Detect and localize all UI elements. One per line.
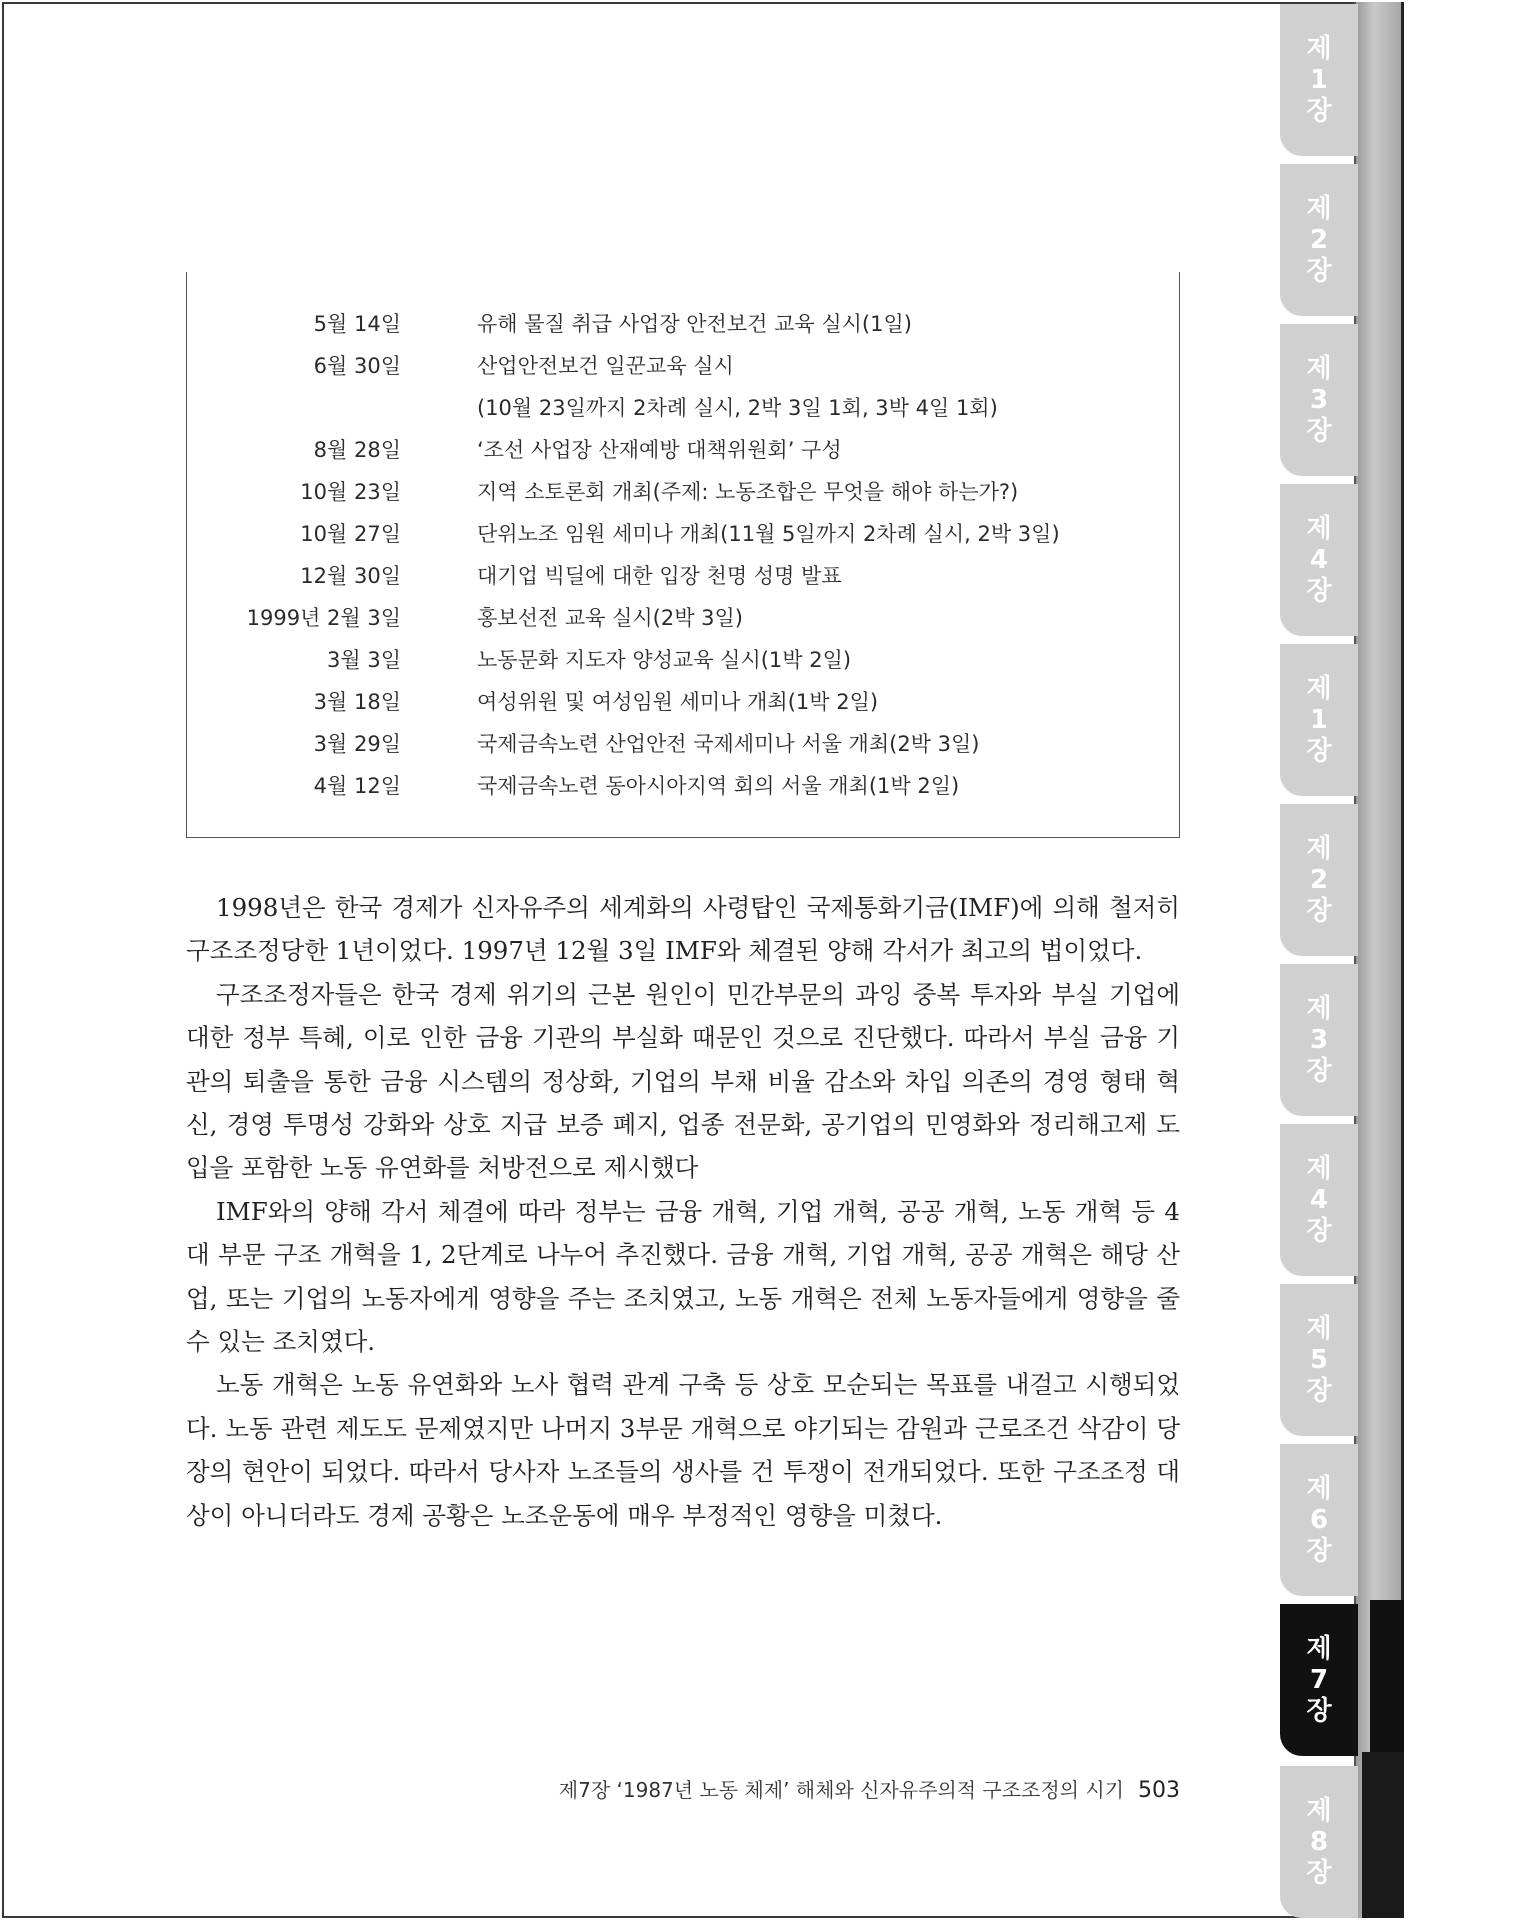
chapter-tab-8[interactable]: [1280, 1124, 1358, 1276]
paragraph: 구조조정자들은 한국 경제 위기의 근본 원인이 민간부문의 과잉 중복 투자와 부실 기업에 대한 정부 특혜, 이로 인한 금융 기관의 부실화 때문인 것으로 진단했다. 따라서 부실 금융 기관의 퇴출을 통한 금융 시스템의 정상화, 기업의 부채 비율 감소와 차입 의존의 경영 형태 혁신, 경영 투명성 강화와 상호 지급 보증 폐지, 업종 전문화, 공기업의 민영화와 정리해고제 도입을 포함한 노동 유연화를 처방전으로 제시했다: [186, 979, 1180, 1183]
tab-number: 4: [1309, 544, 1329, 575]
paragraph: 1998년은 한국 경제가 신자유주의 세계화의 사령탑인 국제통화기금(IMF)에 의해 철저히 구조조정당한 1년이었다. 1997년 12월 3일 IMF와 체결된 양해 각서가 최고의 법이었다.: [186, 893, 1180, 966]
chapter-tab-2[interactable]: [1280, 164, 1358, 316]
timeline-date: 4월 12일: [313, 774, 401, 798]
chapter-tab-5[interactable]: [1280, 644, 1358, 796]
running-title: 제7장 ‘1987년 노동 체제’ 해체와 신자유주의적 구조조정의 시기: [558, 1778, 1124, 1802]
timeline-event: 노동문화 지도자 양성교육 실시(1박 2일): [477, 648, 852, 672]
timeline-event: (10월 23일까지 2차례 실시, 2박 3일 1회, 3박 4일 1회): [477, 396, 998, 420]
timeline-row: [187, 518, 1179, 558]
paragraph: 노동 개혁은 노동 유연화와 노사 협력 관계 구축 등 상호 모순되는 목표를 내걸고 시행되었다. 노동 관련 제도도 문제였지만 나머지 3부문 개혁으로 야기되는 감원과 근로조건 삭감이 당장의 현안이 되었다. 따라서 당사자 노조들의 생사를 건 투쟁이 전개되었다. 또한 구조조정 대상이 아니더라도 경제 공황은 노조운동에 매우 부정적인 영향을 미쳤다.: [186, 1370, 1180, 1530]
tab-number: 2: [1309, 224, 1329, 255]
chapter-tab-4[interactable]: [1280, 484, 1358, 636]
tab-label: 제: [1306, 1313, 1332, 1344]
timeline-row: [187, 476, 1179, 516]
tab-number: 1: [1309, 704, 1329, 735]
tab-number: 3: [1309, 1024, 1329, 1055]
timeline-date: 1999년 2월 3일: [246, 606, 401, 630]
tab-number: 1: [1309, 64, 1329, 95]
timeline-row: [187, 350, 1179, 390]
tab-label: 제: [1306, 353, 1332, 384]
tab-label: 제: [1306, 193, 1332, 224]
timeline-date: 8월 28일: [313, 438, 401, 462]
timeline-row: [187, 686, 1179, 726]
tab-label: 장: [1306, 1695, 1332, 1726]
timeline-event: 국제금속노련 동아시아지역 회의 서울 개최(1박 2일): [477, 774, 960, 798]
timeline-event: 대기업 빅딜에 대한 입장 천명 성명 발표: [477, 564, 842, 588]
tab-label: 장: [1306, 1055, 1332, 1086]
timeline-date: 12월 30일: [300, 564, 401, 588]
timeline-event: ‘조선 사업장 산재예방 대책위원회’ 구성: [477, 438, 842, 462]
timeline-date: 5월 14일: [313, 312, 401, 336]
timeline-date: 3월 29일: [313, 732, 401, 756]
tab-number: 5: [1309, 1344, 1329, 1375]
timeline-row: [187, 602, 1179, 642]
page-footer: [520, 1774, 1180, 1803]
chapter-tab-6[interactable]: [1280, 804, 1358, 956]
tab-label: 제: [1306, 833, 1332, 864]
tab-label: 제: [1306, 1153, 1332, 1184]
timeline-event: 여성위원 및 여성임원 세미나 개최(1박 2일): [477, 690, 879, 714]
tab-label: 장: [1306, 895, 1332, 926]
body-text: [186, 886, 1180, 1537]
timeline-row: [187, 308, 1179, 348]
timeline-row: [187, 644, 1179, 684]
tab-number: 8: [1309, 1826, 1329, 1857]
tab-label: 장: [1306, 255, 1332, 286]
tab-number: 6: [1309, 1504, 1329, 1535]
tab-number: 7: [1309, 1664, 1329, 1695]
timeline-event: 지역 소토론회 개최(주제: 노동조합은 무엇을 해야 하는가?): [477, 480, 1019, 504]
tab-label: 장: [1306, 1375, 1332, 1406]
chapter-tab-1[interactable]: [1280, 4, 1358, 156]
page-number: 503: [1138, 1778, 1180, 1803]
tab-label: 제: [1306, 1633, 1332, 1664]
timeline-row: [187, 434, 1179, 474]
chapter-tabs: [1280, 0, 1360, 1926]
timeline-row: [187, 392, 1179, 432]
timeline-box: [186, 272, 1180, 838]
timeline-date: 6월 30일: [313, 354, 401, 378]
timeline-event: 단위노조 임원 세미나 개최(11월 5일까지 2차례 실시, 2박 3일): [477, 522, 1060, 546]
tab-label: 장: [1306, 95, 1332, 126]
tab-label: 제: [1306, 1473, 1332, 1504]
timeline-event: 국제금속노련 산업안전 국제세미나 서울 개최(2박 3일): [477, 732, 980, 756]
tab-label: 장: [1306, 1215, 1332, 1246]
timeline-row: [187, 728, 1179, 768]
tab-label: 장: [1306, 735, 1332, 766]
page-edge-shadow-lower: [1362, 1752, 1404, 1918]
chapter-tab-3[interactable]: [1280, 324, 1358, 476]
timeline-row: [187, 560, 1179, 600]
tab-number: 4: [1309, 1184, 1329, 1215]
chapter-tab-12[interactable]: [1280, 1766, 1358, 1918]
timeline-date: 10월 23일: [300, 480, 401, 504]
tab-label: 장: [1306, 1535, 1332, 1566]
timeline-date: 3월 18일: [313, 690, 401, 714]
tab-label: 제: [1306, 673, 1332, 704]
chapter-tab-7[interactable]: [1280, 964, 1358, 1116]
chapter-tab-9[interactable]: [1280, 1284, 1358, 1436]
timeline-date: 10월 27일: [300, 522, 401, 546]
chapter-tab-11-active[interactable]: [1280, 1604, 1358, 1756]
timeline-date: 3월 3일: [327, 648, 401, 672]
timeline-row: [187, 770, 1179, 810]
tab-label: 제: [1306, 33, 1332, 64]
tab-number: 2: [1309, 864, 1329, 895]
tab-label: 장: [1306, 1857, 1332, 1888]
timeline-event: 유해 물질 취급 사업장 안전보건 교육 실시(1일): [477, 312, 912, 336]
tab-label: 제: [1306, 993, 1332, 1024]
timeline-event: 산업안전보건 일꾼교육 실시: [477, 354, 734, 378]
tab-label: 장: [1306, 415, 1332, 446]
tab-number: 3: [1309, 384, 1329, 415]
tab-label: 제: [1306, 1795, 1332, 1826]
timeline-event: 홍보선전 교육 실시(2박 3일): [477, 606, 743, 630]
chapter-tab-10[interactable]: [1280, 1444, 1358, 1596]
tab-label: 장: [1306, 575, 1332, 606]
paragraph: IMF와의 양해 각서 체결에 따라 정부는 금융 개혁, 기업 개혁, 공공 개혁, 노동 개혁 등 4대 부문 구조 개혁을 1, 2단계로 나누어 추진했다. 금융 개혁, 기업 개혁, 공공 개혁은 해당 산업, 또는 기업의 노동자에게 영향을 주는 조치였고, 노동 개혁은 전체 노동자들에게 영향을 줄 수 있는 조치였다.: [186, 1196, 1180, 1357]
tab-label: 제: [1306, 513, 1332, 544]
